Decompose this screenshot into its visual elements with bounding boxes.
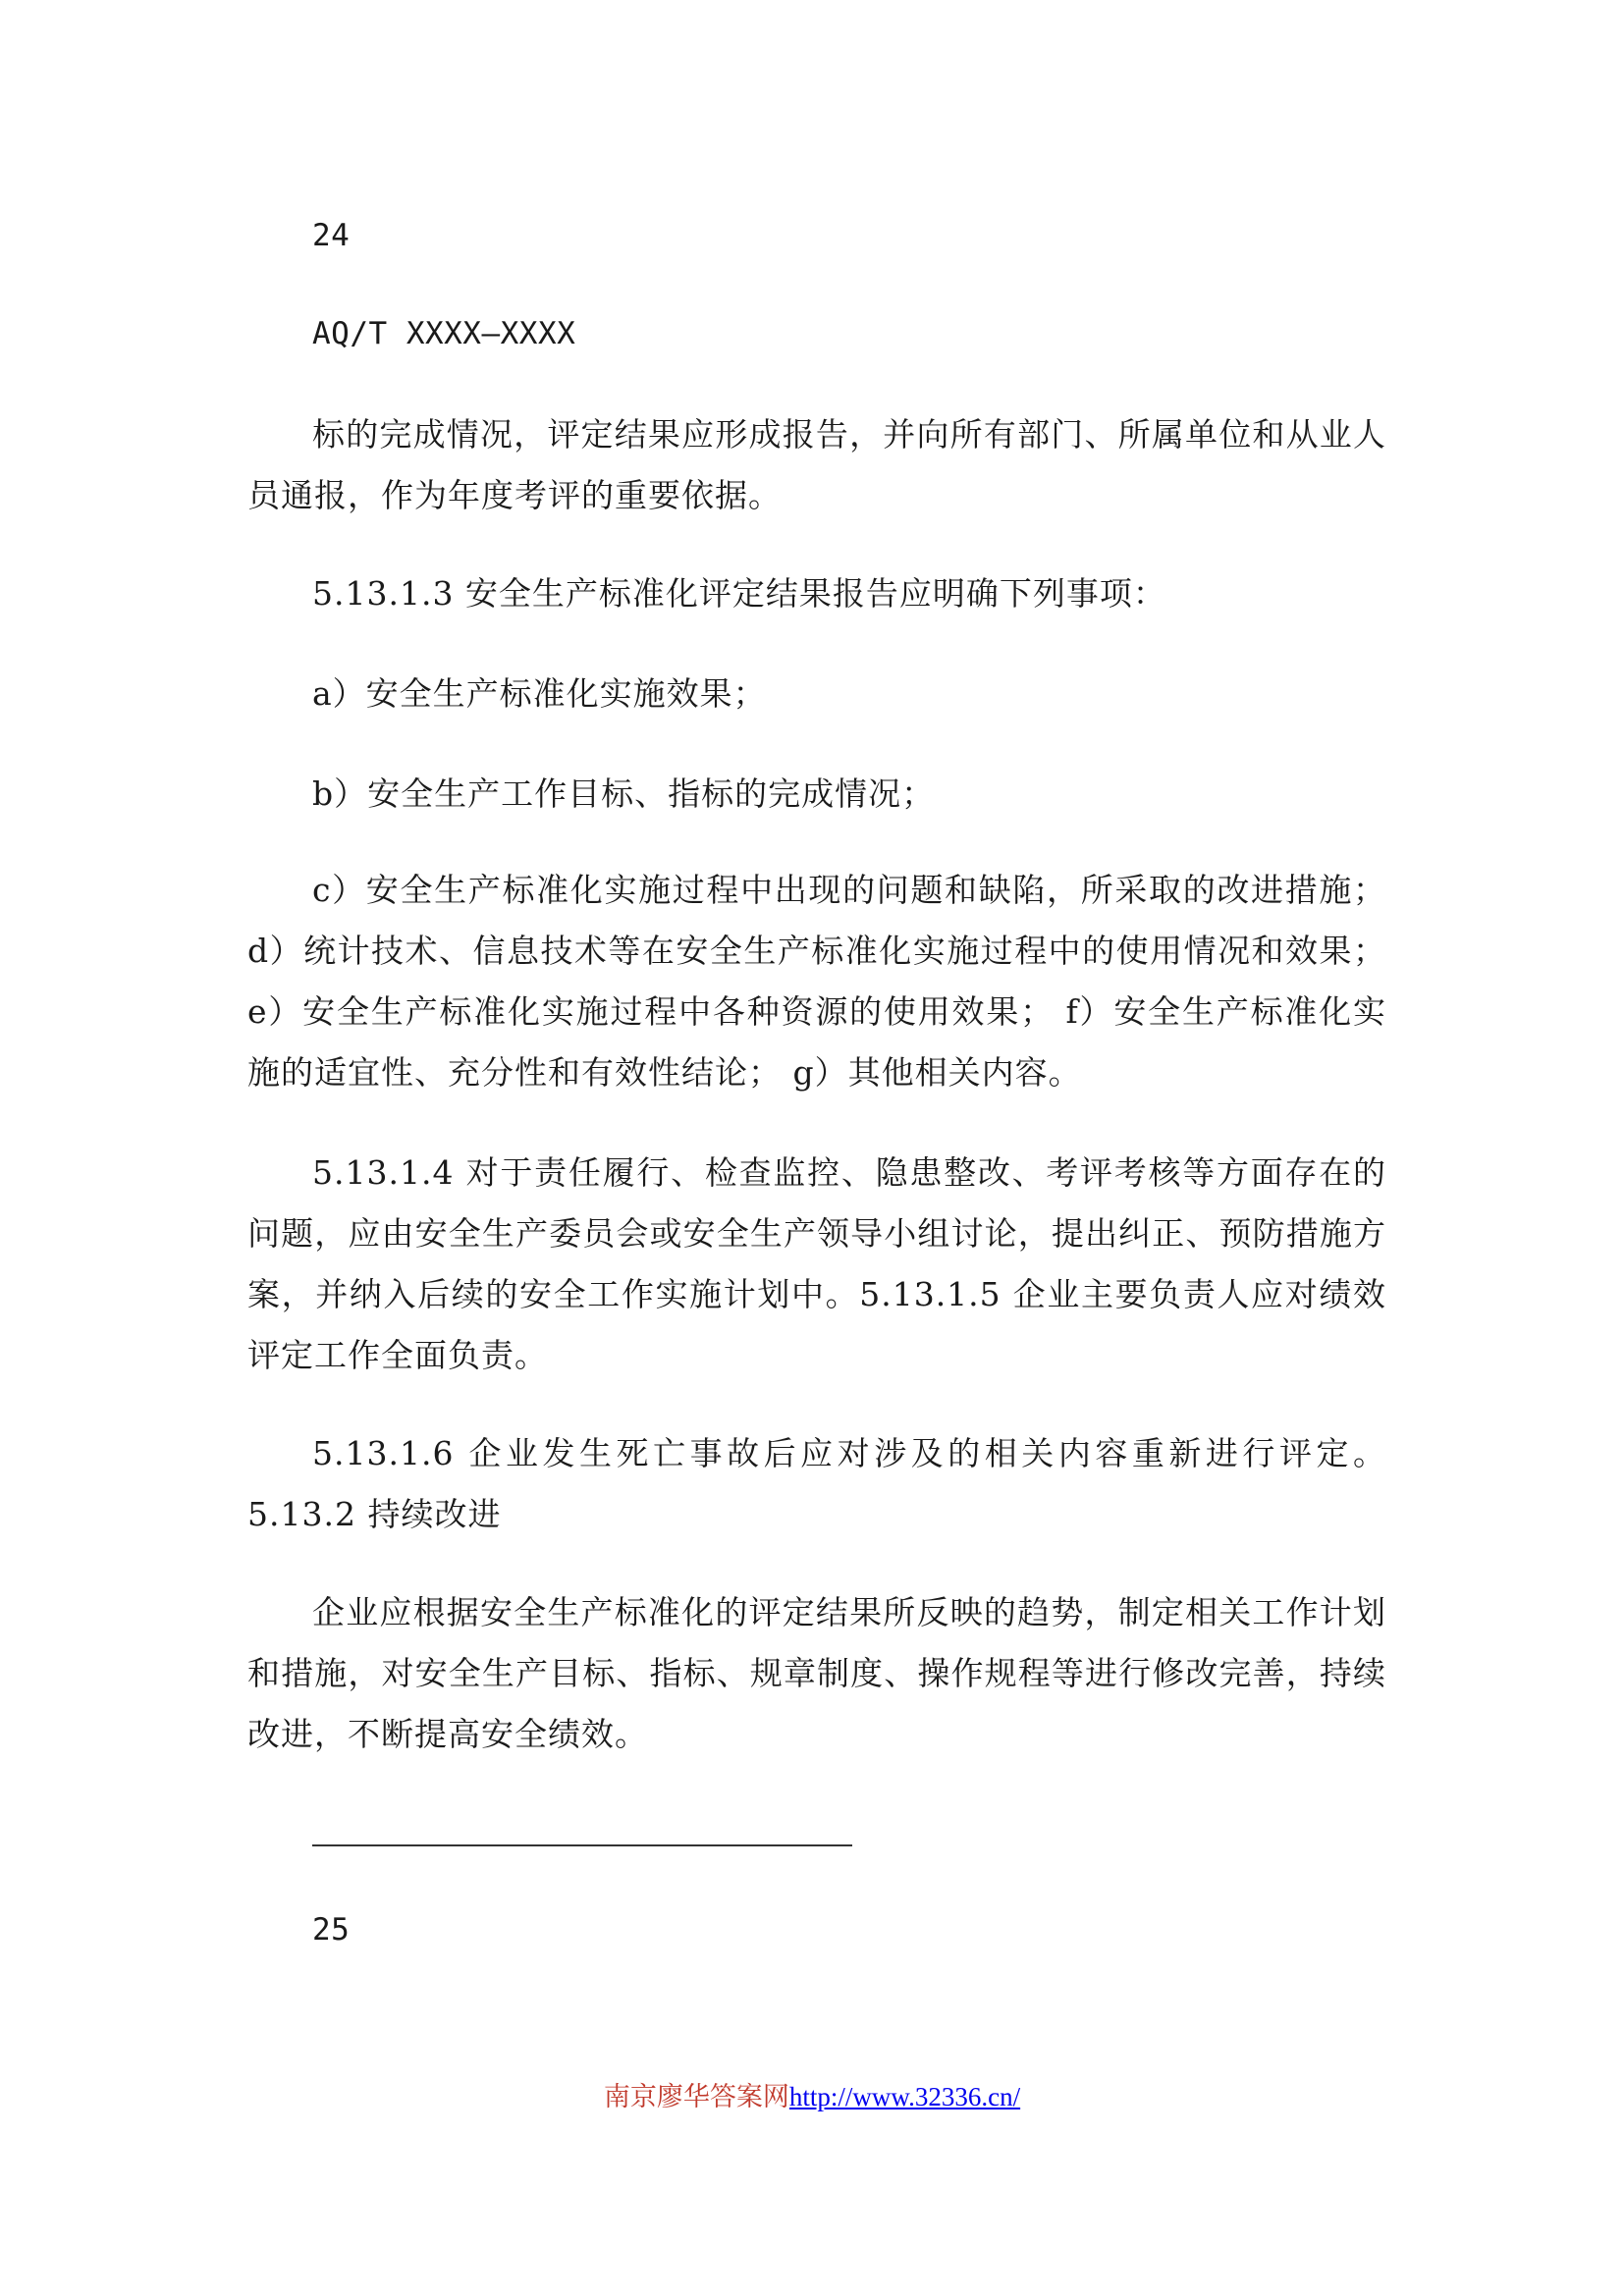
paragraph-1: 标的完成情况，评定结果应形成报告，并向所有部门、所属单位和从业人员通报，作为年度考评的重要依据。 <box>247 415 1386 514</box>
clause-5-13-1-4-and-5: 5.13.1.4 对于责任履行、检查监控、隐患整改、考评考核等方面存在的问题，应由安全生产委员会或安全生产领导小组讨论，提出纠正、预防措施方案，并纳入后续的安全工作实施计划中。5.13.1.5 企业主要负责人应对绩效评定工作全面负责。 <box>247 1153 1386 1374</box>
list-items-c-to-g: c）安全生产标准化实施过程中出现的问题和缺陷，所采取的改进措施； d）统计技术、信息技术等在安全生产标准化实施过程中的使用情况和效果； e）安全生产标准化实施过程中各种资源的使用效果； f）安全生产标准化实施的适宜性、充分性和有效性结论； g）其他相关内容。 <box>247 871 1386 1092</box>
clause-5-13-1-6: 5.13.1.6 企业发生死亡事故后应对涉及的相关内容重新进行评定。5.13.2 持续改进 <box>247 1434 1386 1533</box>
paragraph-continuous-improvement: 企业应根据安全生产标准化的评定结果所反映的趋势，制定相关工作计划和措施，对安全生产目标、指标、规章制度、操作规程等进行修改完善，持续改进，不断提高安全绩效。 <box>247 1593 1386 1753</box>
list-item-a: a）安全生产标准化实施效果； <box>312 674 767 713</box>
footnote-divider <box>312 1844 852 1846</box>
footer-url-link[interactable]: http://www.32336.cn/ <box>788 2082 1021 2111</box>
page-number-top: 24 <box>312 218 351 253</box>
clause-5-13-1-3: 5.13.1.3 安全生产标准化评定结果报告应明确下列事项： <box>312 574 1166 613</box>
footer <box>0 2079 1624 2114</box>
footer-site-name: 南京廖华答案网 <box>603 2082 789 2111</box>
list-item-b: b）安全生产工作目标、指标的完成情况； <box>312 774 936 813</box>
standard-code: AQ/T XXXX—XXXX <box>312 316 576 351</box>
page-number-bottom: 25 <box>312 1912 351 1948</box>
